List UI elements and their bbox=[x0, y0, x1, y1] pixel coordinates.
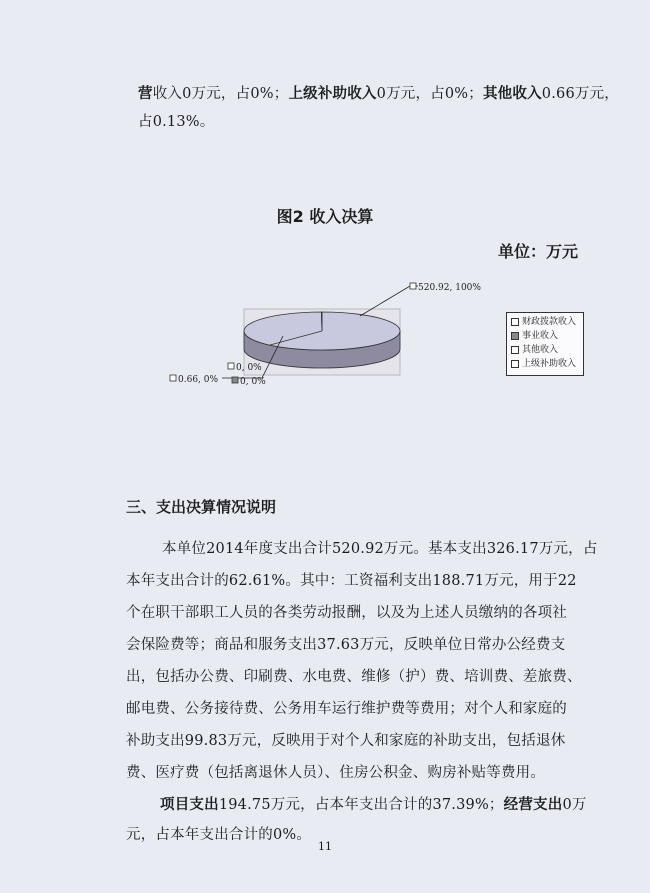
chart-legend bbox=[506, 312, 584, 376]
body-line: 本年支出合计的62.61%。其中：工资福利支出188.71万元，用于22 bbox=[126, 573, 577, 589]
income-summary-line-2: 占0.13%。 bbox=[138, 114, 215, 130]
legend-item bbox=[511, 344, 558, 356]
legend-item bbox=[511, 316, 576, 328]
income-text-segment: 0万元，占0%； bbox=[376, 86, 483, 102]
legend-label: 事业收入 bbox=[522, 331, 559, 341]
section-title: 三、支出决算情况说明 bbox=[126, 498, 277, 516]
legend-item bbox=[511, 358, 576, 370]
body-line: 出，包括办公费、印刷费、水电费、维修（护）费、培训费、差旅费、 bbox=[126, 669, 582, 685]
legend-swatch bbox=[511, 346, 519, 354]
data-label-swatch-1 bbox=[228, 363, 234, 369]
data-label-3: 0, 0% bbox=[240, 377, 266, 387]
chart-unit-label: 单位：万元 bbox=[497, 242, 578, 261]
project-text-segment: 项目支出 bbox=[160, 797, 219, 813]
body-line: 会保险费等；商品和服务支出37.63万元，反映单位日常办公经费支 bbox=[126, 637, 566, 653]
data-label-swatch-2 bbox=[170, 375, 176, 381]
data-label-0: 520.92, 100% bbox=[418, 283, 481, 293]
body-line: 个在职干部职工人员的各类劳动报酬，以及为上述人员缴纳的各项社 bbox=[126, 605, 567, 621]
income-text-segment: 营 bbox=[138, 86, 153, 102]
legend-item bbox=[511, 330, 558, 342]
body-line: 邮电费、公务接待费、公务用车运行维护费等费用；对个人和家庭的 bbox=[126, 701, 567, 717]
body-line: 补助支出99.83万元，反映用于对个人和家庭的补助支出，包括退休 bbox=[126, 733, 566, 749]
chart-title: 图2 收入决算 bbox=[276, 207, 374, 226]
project-text-segment: 194.75万元，占本年支出合计的37.39%； bbox=[218, 797, 504, 813]
page-number: 11 bbox=[318, 840, 332, 853]
legend-label: 其他收入 bbox=[522, 345, 559, 355]
legend-swatch bbox=[511, 318, 519, 326]
legend-swatch bbox=[511, 360, 519, 368]
project-text-segment: 经营支出 bbox=[503, 797, 563, 813]
body-line: 本单位2014年度支出合计520.92万元。基本支出326.17万元，占 bbox=[162, 541, 598, 557]
legend-swatch bbox=[511, 332, 519, 340]
legend-label: 上级补助收入 bbox=[522, 359, 577, 369]
data-label-1: 0, 0% bbox=[236, 363, 262, 373]
income-text-segment: 0.66万元， bbox=[541, 86, 619, 102]
data-label-swatch-3 bbox=[232, 377, 238, 383]
legend-label: 财政拨款收入 bbox=[522, 317, 577, 327]
data-label-2: 0.66, 0% bbox=[178, 375, 219, 385]
project-text-segment: 0万 bbox=[562, 797, 587, 813]
income-text-segment: 其他收入 bbox=[482, 86, 542, 102]
project-expense-line-1 bbox=[160, 793, 587, 814]
body-line: 费、医疗费（包括离退休人员）、住房公积金、购房补贴等费用。 bbox=[126, 765, 546, 781]
income-text-segment: 上级补助收入 bbox=[288, 86, 377, 102]
income-text-segment: 收入0万元，占0%； bbox=[152, 86, 289, 102]
project-expense-line-2: 元，占本年支出合计的0%。 bbox=[126, 827, 312, 843]
data-label-swatch-0 bbox=[410, 283, 416, 289]
